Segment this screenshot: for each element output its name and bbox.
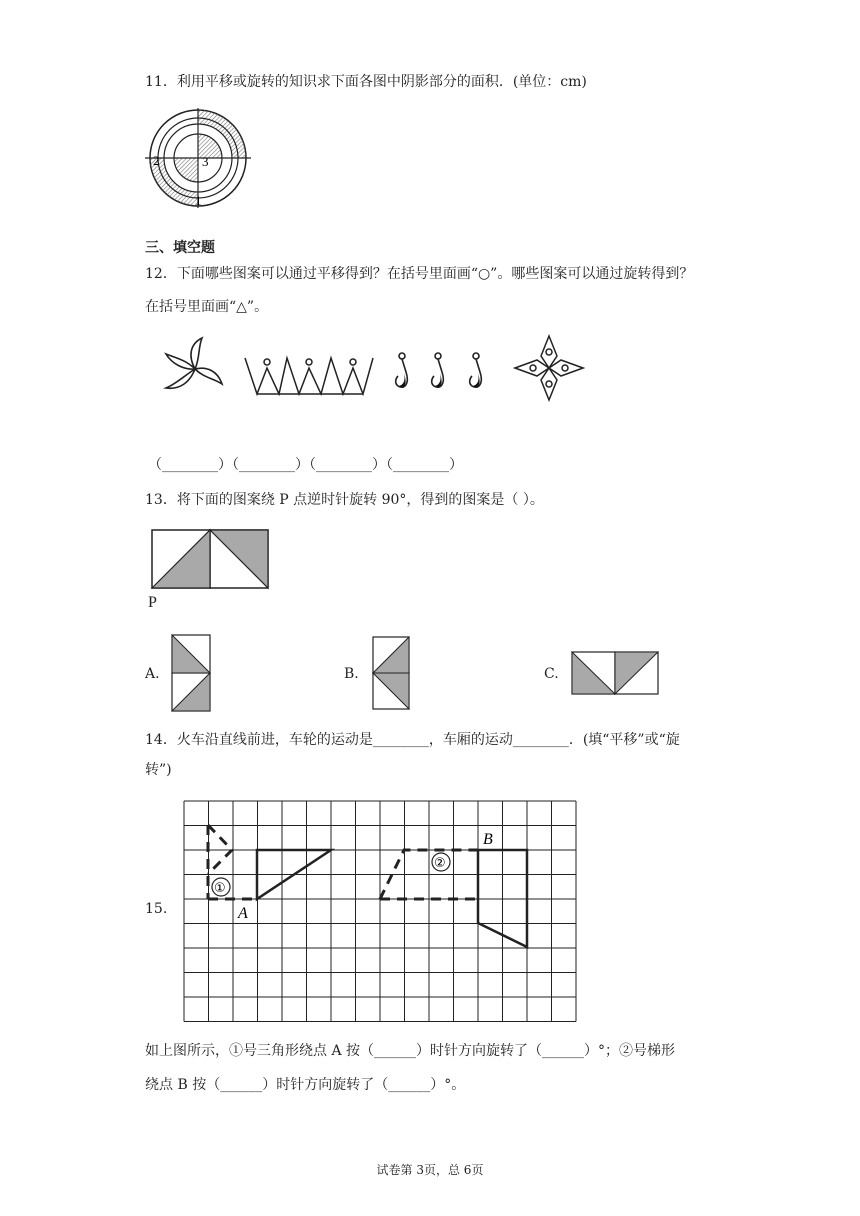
q13-option-c-label: C. xyxy=(544,666,559,682)
q14-line2: 转”) xyxy=(145,762,172,778)
q13-option-a-figure[interactable] xyxy=(171,634,211,712)
q12-crown-pattern xyxy=(243,352,375,398)
q13-option-b-figure[interactable] xyxy=(372,636,410,710)
q13-option-a-label: A. xyxy=(145,666,160,682)
q13-point-p-label: P xyxy=(148,594,157,611)
q12-pinwheel-pattern xyxy=(160,336,230,402)
q12-line1: 12．下面哪些图案可以通过平移得到？在括号里面画“○”。哪些图案可以通过旋转得到？ xyxy=(145,266,694,282)
q13-option-b-label: B. xyxy=(344,666,359,682)
q15-point-a-label: A xyxy=(238,905,248,922)
q11-label-1: 1 xyxy=(195,193,202,208)
q11-text: 11．利用平移或旋转的知识求下面各图中阴影部分的面积．(单位：cm) xyxy=(145,74,587,90)
q12-hook-pattern xyxy=(390,350,500,396)
q15-shape1-label: ① xyxy=(214,881,226,896)
q15-grid-figure xyxy=(180,795,582,1027)
q15-line1: 如上图所示，①号三角形绕点 A 按（______）时针方向旋转了（______）°；②号梯形 xyxy=(145,1043,676,1059)
q12-diamond-flower-pattern xyxy=(513,334,585,402)
q13-text: 13．将下面的图案绕 P 点逆时针旋转 90°，得到的图案是（ ）。 xyxy=(145,492,544,508)
q15-number: 15. xyxy=(145,901,168,917)
q14-line1: 14．火车沿直线前进，车轮的运动是________，车厢的运动________．(填“平移”或“旋 xyxy=(145,732,680,748)
q12-line2: 在括号里面画“△”。 xyxy=(145,299,269,315)
q13-original-pattern xyxy=(150,528,272,592)
q15-line2: 绕点 B 按（______）时针方向旋转了（______）°。 xyxy=(145,1077,466,1093)
q11-label-3: 3 xyxy=(202,154,209,169)
q11-concentric-circles-figure xyxy=(143,108,253,208)
q11-label-2: 2 xyxy=(153,153,160,168)
q13-option-c-figure[interactable] xyxy=(571,651,659,695)
section-title: 三、填空题 xyxy=(145,240,215,256)
q12-answer-blanks: （________）（________）（________）（________） xyxy=(148,457,463,473)
page-footer: 试卷第 3页，总 6页 xyxy=(376,1163,484,1177)
q15-point-b-label: B xyxy=(483,831,493,848)
q15-shape2-label: ② xyxy=(434,856,446,871)
